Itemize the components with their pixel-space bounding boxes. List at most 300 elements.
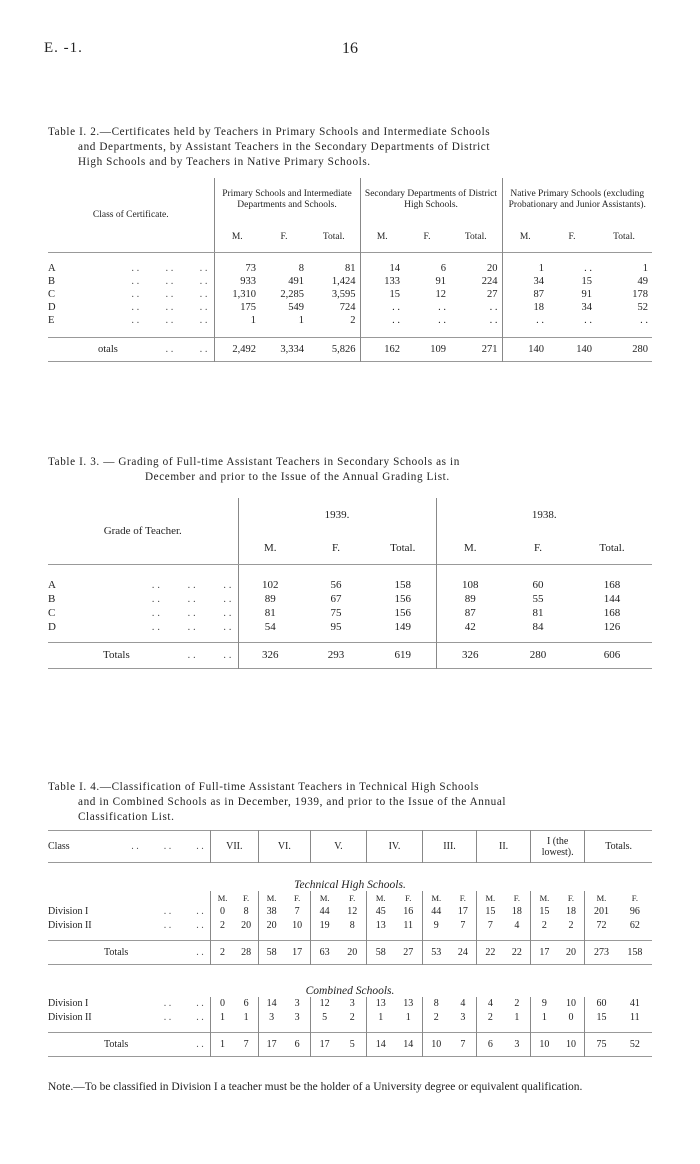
table3-cell: 75 <box>330 607 342 619</box>
spacer-cell <box>310 933 338 941</box>
table3-cell: 108 <box>436 578 504 592</box>
table2-subheader: Total. <box>464 231 487 242</box>
table4-caption-line: Table I. 4.—Classification of Full-time Assistant Teachers in Technical High Schools <box>48 781 480 793</box>
table3-total-cell: 606 <box>603 649 621 661</box>
spacer-cell <box>572 564 652 578</box>
stub-label: Class <box>48 841 70 852</box>
table2-cell: 2,285 <box>280 289 304 300</box>
table4-row-label <box>48 997 210 1011</box>
table2-cell: 12 <box>435 289 446 300</box>
table4-cell: 13 <box>366 919 394 933</box>
table4-total-cell: 20 <box>347 947 358 958</box>
table4-cell: 60 <box>585 997 618 1011</box>
table4-total-cell: 58 <box>366 941 394 965</box>
row-label: D <box>48 302 56 313</box>
table3-cell: 89 <box>238 592 302 606</box>
table3-caption-line: December and prior to the Issue of the Annual Grading List. <box>145 471 450 483</box>
table4-total-cell: 22 <box>511 947 522 958</box>
table3-total-cell: 293 <box>327 649 345 661</box>
table2-cell: 14 <box>360 262 404 275</box>
table2-total-row <box>48 337 652 361</box>
row-label: Division II <box>48 920 92 931</box>
spacer-cell <box>585 933 618 941</box>
spacer-cell <box>504 1025 531 1033</box>
table2-cell: 224 <box>481 276 498 287</box>
table2-cell: . . <box>489 315 498 326</box>
spacer-cell <box>585 1025 618 1033</box>
row-label: C <box>48 607 56 619</box>
table4-cell: 1 <box>531 1011 558 1025</box>
row-label: Totals <box>103 649 130 661</box>
table2-subheader: M. <box>360 222 404 252</box>
table4-total-cell: 75 <box>585 1033 618 1057</box>
table4-total-cell: 273 <box>585 941 618 965</box>
row-label: B <box>48 593 56 605</box>
spacer-cell <box>394 1025 422 1033</box>
page-code: E. -1. <box>44 40 83 56</box>
spacer-cell <box>338 1025 366 1033</box>
table4-class-header: IV. <box>366 831 422 863</box>
table4-cell: 0 <box>568 1012 574 1023</box>
row-label: A <box>48 263 56 274</box>
table4-cell: 41 <box>629 998 640 1009</box>
table3-total-cell: 619 <box>394 649 411 661</box>
table3-cell: 102 <box>238 578 302 592</box>
table4-total-cell: 63 <box>310 941 338 965</box>
spacer-cell <box>284 933 310 941</box>
table2-subheader: Total. <box>613 231 635 242</box>
table4-cell: 2 <box>477 1011 504 1025</box>
table2-caption-line: Table I. 2.—Certificates held by Teachers in Primary Schools and Intermediate Schools <box>48 126 491 138</box>
table4-total-cell: 14 <box>403 1039 414 1050</box>
table4-cell: 15 <box>531 905 558 919</box>
table4-caption <box>48 780 652 825</box>
table4-cell: 4 <box>514 920 520 931</box>
table4-cell: 3 <box>349 998 355 1009</box>
table2-cell: 15 <box>581 276 592 287</box>
spacer-cell <box>260 252 308 262</box>
table3-subheader: M. <box>436 532 504 564</box>
row-label: Division I <box>48 906 89 917</box>
table4-total-cell: 53 <box>423 941 450 965</box>
table2-caption <box>48 125 652 170</box>
leader-dots: . . . . . . <box>131 302 208 313</box>
table2-caption-line: and Departments, by Assistant Teachers in the Secondary Departments of District <box>78 141 491 153</box>
table2-cell: . . <box>360 301 404 314</box>
spacer-cell <box>302 564 370 578</box>
table2-cell: 175 <box>214 301 260 314</box>
table4-total-cell: 6 <box>477 1033 504 1057</box>
table3-row-label <box>48 592 238 606</box>
table4-mf-header: F. <box>242 892 250 903</box>
spacer-cell <box>48 891 210 905</box>
table2-subheader: F. <box>568 231 576 242</box>
table4-mf-header: F. <box>294 892 301 903</box>
leader-dots: . . . . . . <box>151 621 232 633</box>
spacer-cell <box>214 252 260 262</box>
table4-cell: 8 <box>243 906 249 917</box>
table3-cell: 84 <box>532 621 544 633</box>
table3-total-cell: 280 <box>529 649 547 661</box>
table2-cell: 1 <box>214 314 260 327</box>
row-label: B <box>48 276 56 287</box>
spacer-cell <box>234 933 258 941</box>
table4-cell: 4 <box>460 998 466 1009</box>
table4-cell: 10 <box>565 998 576 1009</box>
table4-cell: 16 <box>403 906 414 917</box>
table4-cell: 10 <box>292 920 303 931</box>
table4-cell: 12 <box>310 997 338 1011</box>
table4-cell: 18 <box>565 906 576 917</box>
leader-dots: . . <box>196 1039 204 1050</box>
table2-stub-header: Class of Certificate. <box>48 178 214 252</box>
table4-cell: 201 <box>585 905 618 919</box>
table3-total-label <box>48 642 238 668</box>
leader-dots: . . . . <box>163 906 204 917</box>
table3-subheader: F. <box>332 541 340 554</box>
spacer-cell <box>618 1025 652 1033</box>
table4-caption-line: and in Combined Schools as in December, 1939, and prior to the Issue of the Annual <box>78 796 507 808</box>
table2-row-label <box>48 275 214 288</box>
table4-cell: 7 <box>460 920 466 931</box>
table3-row-label <box>48 578 238 592</box>
table4-cell: 1 <box>243 1012 249 1023</box>
table2-row-label <box>48 288 214 301</box>
table2-cell: . . <box>438 302 446 313</box>
table3-cell: 60 <box>532 579 544 591</box>
table3-cell: 81 <box>238 606 302 620</box>
table-row <box>48 1011 652 1025</box>
table3-cell: 168 <box>603 579 621 591</box>
table2-cell: 1 <box>298 315 304 326</box>
leader-dots: . . . . <box>163 920 204 931</box>
spacer-cell <box>360 327 404 337</box>
table4-section-title: Combined Schools. <box>305 984 395 997</box>
table4-cell: 3 <box>258 1011 284 1025</box>
table2-cell: 18 <box>502 301 548 314</box>
table3-total-cell: 326 <box>238 642 302 668</box>
table-row <box>48 905 652 919</box>
table3-year-header: 1939. <box>238 498 436 532</box>
spacer-cell <box>48 252 214 262</box>
table2-subheader: Total. <box>322 231 345 242</box>
table4-mf-header: M. <box>477 891 504 905</box>
table3-subheader: Total. <box>390 541 416 554</box>
table4-cell: 20 <box>258 919 284 933</box>
table3-cell: 55 <box>532 593 544 605</box>
table3-stub-header: Grade of Teacher. <box>48 498 238 564</box>
table4-cell: 2 <box>210 919 234 933</box>
table2-subheader: M. <box>502 222 548 252</box>
spacer-cell <box>48 933 210 941</box>
table4-cell: 3 <box>294 998 300 1009</box>
spacer-cell <box>48 634 238 642</box>
table2-total-cell: 162 <box>360 337 404 361</box>
table2-cell: 27 <box>487 289 498 300</box>
table4-total-cell: 17 <box>531 941 558 965</box>
table4-total-cell: 24 <box>457 947 468 958</box>
table4-cell: 19 <box>310 919 338 933</box>
table2-total-cell: 280 <box>632 343 648 355</box>
table4-cell: 62 <box>629 920 640 931</box>
table2-total-cell: 5,826 <box>331 343 356 355</box>
table2-cell: 8 <box>298 263 304 274</box>
spacer-cell <box>450 933 477 941</box>
table4-cell: 2 <box>423 1011 450 1025</box>
table4-class-header: Totals. <box>585 831 652 863</box>
table-row <box>48 620 652 634</box>
table3-subheader: Total. <box>599 541 625 554</box>
table4-total-cell: 6 <box>294 1039 300 1050</box>
table4-total-cell: 17 <box>310 1033 338 1057</box>
table4-total-cell: 27 <box>403 947 414 958</box>
table2-cell: 1 <box>642 263 648 274</box>
row-label: A <box>48 579 56 591</box>
spacer-cell <box>48 1025 210 1033</box>
table4-cell: 38 <box>258 905 284 919</box>
table4-class-header: III. <box>423 831 477 863</box>
table2-cell: 34 <box>581 302 592 313</box>
table4-cell: 2 <box>514 998 520 1009</box>
table3-cell: 149 <box>394 621 411 633</box>
table4-total-cell: 17 <box>258 1033 284 1057</box>
table4-cell: 5 <box>310 1011 338 1025</box>
table2-cell: 549 <box>288 302 304 313</box>
table4-cell: 12 <box>347 906 358 917</box>
spacer-cell <box>394 933 422 941</box>
spacer-cell <box>238 564 302 578</box>
spacer-cell <box>423 933 450 941</box>
table4-note: Note.—To be classified in Division I a teacher must be the holder of a University degree or equivalent qualification. <box>48 1081 583 1093</box>
table2-cell: 2 <box>350 315 356 326</box>
table2-total-cell: 2,492 <box>214 337 260 361</box>
spacer-cell <box>234 1025 258 1033</box>
table4-cell: 0 <box>210 905 234 919</box>
table4-cell: 1 <box>210 1011 234 1025</box>
table4-cell: 20 <box>241 920 252 931</box>
spacer-cell <box>450 327 502 337</box>
table2-cell: 1 <box>502 262 548 275</box>
table-row <box>48 919 652 933</box>
table4-total-row <box>48 1033 652 1057</box>
table4-mf-header: M. <box>531 891 558 905</box>
spacer-cell <box>48 327 214 337</box>
spacer-cell <box>214 327 260 337</box>
spacer-cell <box>504 634 572 642</box>
table4-cell: 18 <box>511 906 522 917</box>
spacer-cell <box>310 1025 338 1033</box>
table3-cell: 89 <box>436 592 504 606</box>
table4-cell: 1 <box>405 1012 411 1023</box>
table2-cell: 15 <box>360 288 404 301</box>
table2-row-label <box>48 314 214 327</box>
table-row <box>48 606 652 620</box>
table4-cell: 7 <box>294 906 300 917</box>
table4-cell: 44 <box>310 905 338 919</box>
table2-cell: 52 <box>637 302 648 313</box>
spacer-cell <box>370 564 436 578</box>
table4-total-cell: 7 <box>243 1039 249 1050</box>
table4-cell: 3 <box>294 1012 300 1023</box>
table4-mf-header: F. <box>631 892 638 903</box>
leader-dots: . . . . . . <box>151 607 232 619</box>
table4-mf-header: M. <box>258 891 284 905</box>
table4-total-cell: 3 <box>514 1039 520 1050</box>
table-row <box>48 997 652 1011</box>
spacer-cell <box>436 634 504 642</box>
table4-cell: 7 <box>477 919 504 933</box>
table3-cell: 144 <box>603 593 621 605</box>
table2-cell: 91 <box>581 289 592 300</box>
table4-total-cell: 17 <box>292 947 303 958</box>
spacer-cell <box>450 1025 477 1033</box>
table4-stub-header <box>48 831 210 863</box>
table2-total-cell: 3,334 <box>280 343 304 355</box>
table4-total-cell: 20 <box>565 947 576 958</box>
row-label: D <box>48 621 56 633</box>
spacer-cell <box>308 327 360 337</box>
leader-dots: . . . . . . <box>131 841 204 852</box>
spacer-cell <box>502 327 548 337</box>
table4-cell: 9 <box>423 919 450 933</box>
table4-cell: 2 <box>349 1012 355 1023</box>
table-row <box>48 275 652 288</box>
spacer-cell <box>558 933 585 941</box>
table2-cell: 49 <box>637 276 648 287</box>
spacer-cell <box>558 1025 585 1033</box>
table4-total-cell: 10 <box>531 1033 558 1057</box>
table4-mf-header: M. <box>585 891 618 905</box>
table3-cell: 156 <box>394 593 411 605</box>
table2-total-cell: 140 <box>502 337 548 361</box>
table2-subheader: M. <box>214 222 260 252</box>
table3-cell: 56 <box>330 579 342 591</box>
table3-cell: 67 <box>330 593 342 605</box>
table4-cell: 45 <box>366 905 394 919</box>
spacer-cell <box>260 327 308 337</box>
table4-total-label <box>48 1033 210 1057</box>
table4-mf-header: M. <box>423 891 450 905</box>
page-number: 16 <box>342 40 358 57</box>
leader-dots: . . . . <box>165 343 208 355</box>
spacer-cell <box>572 634 652 642</box>
table2-cell: . . <box>489 302 498 313</box>
spacer-cell <box>302 634 370 642</box>
row-label: E <box>48 315 55 326</box>
spacer-cell <box>370 634 436 642</box>
spacer-cell <box>238 634 302 642</box>
table2-caption-line: High Schools and by Teachers in Native Primary Schools. <box>78 156 371 168</box>
table3-caption-line: Table I. 3. — Grading of Full-time Assistant Teachers in Secondary Schools as in <box>48 456 460 468</box>
table4-total-cell: 52 <box>629 1039 640 1050</box>
table4-cell: 15 <box>477 905 504 919</box>
table4-cell: 13 <box>366 997 394 1011</box>
leader-dots: . . . . . . <box>151 579 232 591</box>
table4-cell: 9 <box>531 997 558 1011</box>
spacer-cell <box>531 933 558 941</box>
table2-cell: . . <box>584 263 592 274</box>
table3-total-row <box>48 642 652 668</box>
table4-caption-line: Classification List. <box>78 811 175 823</box>
table-row <box>48 314 652 327</box>
table4-total-cell: 1 <box>210 1033 234 1057</box>
leader-dots: . . . . . . <box>131 276 208 287</box>
table4-cell: 0 <box>210 997 234 1011</box>
table4-class-header: VII. <box>210 831 258 863</box>
table2-cell: 933 <box>214 275 260 288</box>
table4-cell: 8 <box>423 997 450 1011</box>
leader-dots: . . . . <box>163 998 204 1009</box>
spacer-cell <box>404 327 450 337</box>
table2-cell: . . <box>502 314 548 327</box>
table2-total-cell: 109 <box>430 343 446 355</box>
table3-year-header: 1938. <box>436 498 652 532</box>
table2-total-cell: 140 <box>576 343 592 355</box>
table2-subheader: F. <box>423 231 431 242</box>
table2-cell: . . <box>584 315 592 326</box>
table-row <box>48 592 652 606</box>
table4-cell: 17 <box>457 906 468 917</box>
table4-total-cell: 58 <box>258 941 284 965</box>
table4-mf-header: M. <box>210 891 234 905</box>
table2-cell: 34 <box>502 275 548 288</box>
table4-class-header: VI. <box>258 831 310 863</box>
table2-cell: 6 <box>440 263 446 274</box>
table4-cell: 1 <box>514 1012 520 1023</box>
table4-mf-header: M. <box>366 891 394 905</box>
spacer-cell <box>210 933 234 941</box>
leader-dots: . . . . . . <box>131 289 208 300</box>
table3 <box>48 498 652 669</box>
spacer-cell <box>548 252 596 262</box>
table3-cell: 126 <box>603 621 621 633</box>
table2-cell: 724 <box>339 302 356 313</box>
spacer-cell <box>548 327 596 337</box>
table2-cell: . . <box>640 315 648 326</box>
table4-cell: 15 <box>585 1011 618 1025</box>
table2-cell: 3,595 <box>331 289 356 300</box>
row-label: Division II <box>48 1012 92 1023</box>
spacer-cell <box>338 933 366 941</box>
row-label: Division I <box>48 998 89 1009</box>
table4-cell: 13 <box>403 998 414 1009</box>
spacer-cell <box>477 1025 504 1033</box>
table4-total-row <box>48 941 652 965</box>
table2-group-header: Secondary Departments of District High Schools. <box>360 178 502 222</box>
table4-total-cell: 7 <box>460 1039 466 1050</box>
spacer-cell <box>436 564 504 578</box>
table4-class-header: I (the lowest). <box>531 831 585 863</box>
table2-cell: 81 <box>345 263 356 274</box>
table4-total-cell: 22 <box>477 941 504 965</box>
table4-mf-header: M. <box>310 891 338 905</box>
table4-mf-header: F. <box>349 892 356 903</box>
table4-total-label <box>48 941 210 965</box>
leader-dots: . . . . . . <box>131 315 208 326</box>
table2-cell: 91 <box>435 276 446 287</box>
table4-cell: 1 <box>366 1011 394 1025</box>
table3-row-label <box>48 620 238 634</box>
table2-cell: 1,424 <box>331 276 356 287</box>
table-row <box>48 262 652 275</box>
table-row <box>48 301 652 314</box>
table3-cell: 54 <box>238 620 302 634</box>
table3-total-cell: 326 <box>436 642 504 668</box>
table4-total-cell: 5 <box>349 1039 355 1050</box>
table4-total-cell: 158 <box>627 947 643 958</box>
row-label: Totals <box>104 1039 129 1050</box>
table4-row-label <box>48 1011 210 1025</box>
